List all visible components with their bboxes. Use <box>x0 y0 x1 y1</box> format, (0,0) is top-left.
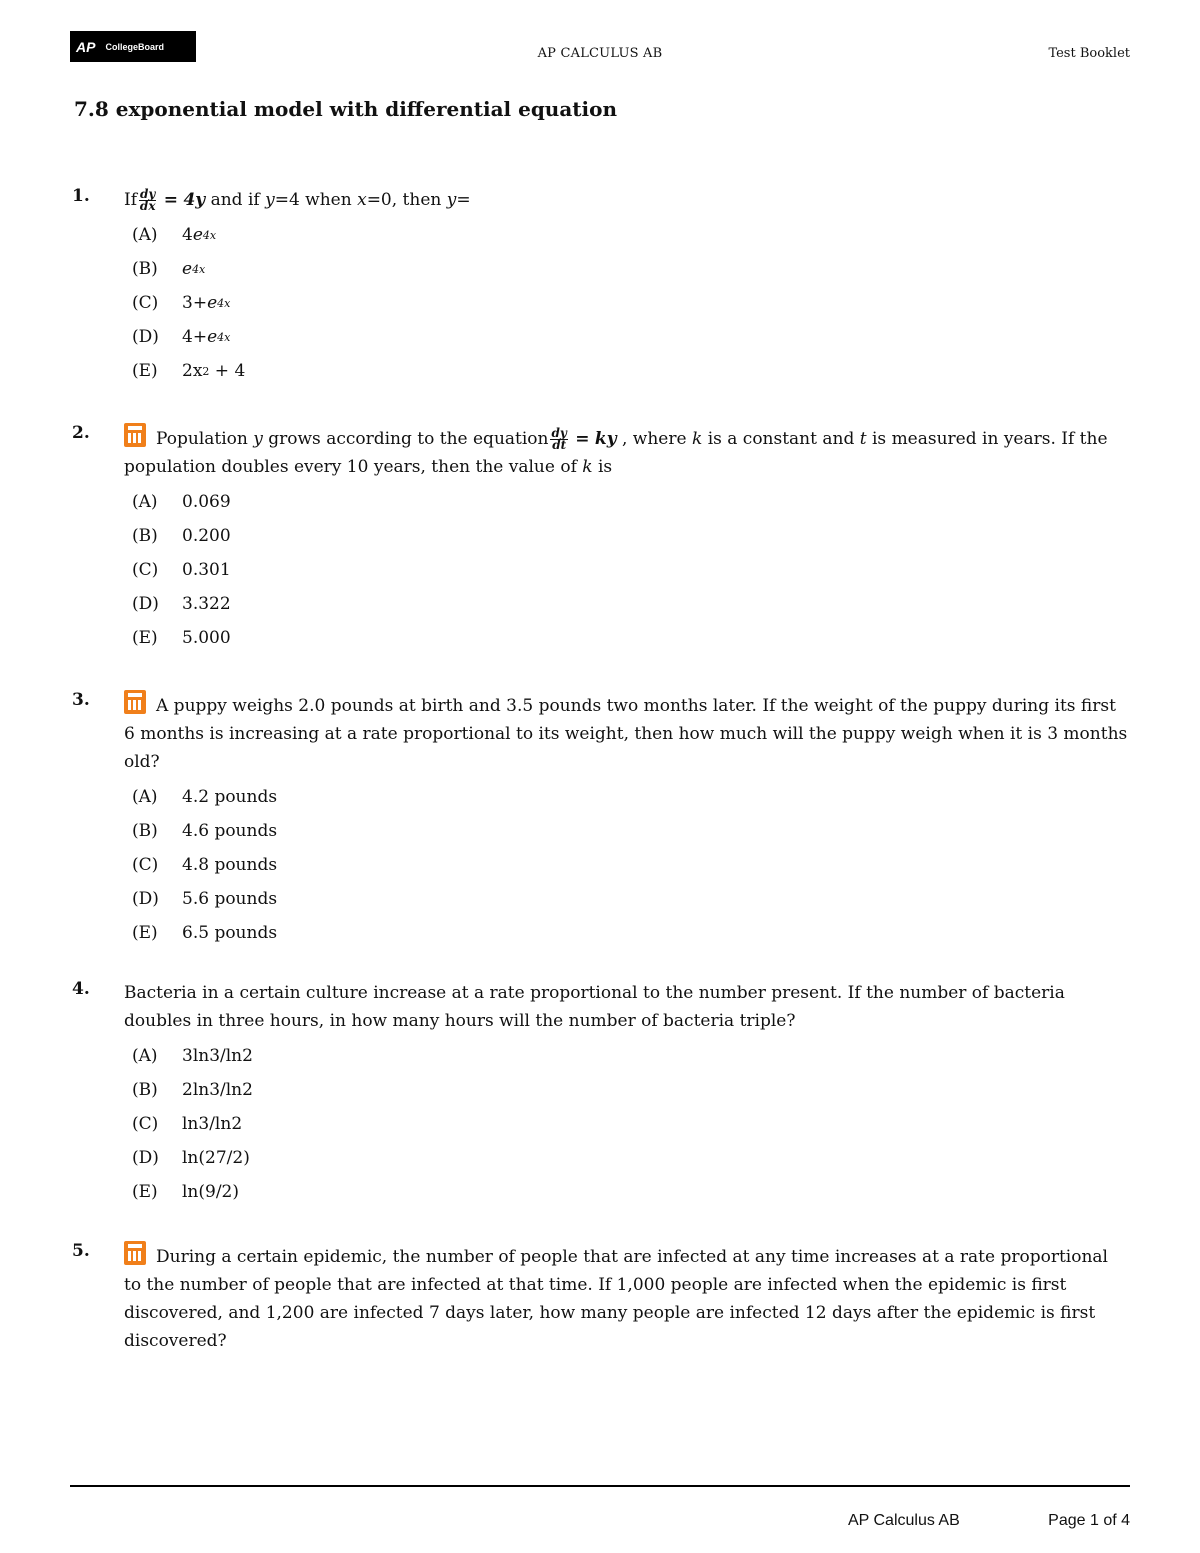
choice-e[interactable] <box>132 354 1130 388</box>
question-text <box>124 690 1130 776</box>
text-run: =0, then <box>366 190 442 210</box>
question-text <box>124 186 1130 214</box>
text-run: and if <box>210 190 260 210</box>
equation-rhs: ky <box>594 429 617 449</box>
text-run: grows according to the equation <box>268 429 549 449</box>
choice-label: (D) <box>132 594 159 614</box>
header-booklet-label: Test Booklet <box>1048 46 1130 61</box>
choice-c[interactable] <box>132 848 1130 882</box>
choice-label: (E) <box>132 1182 158 1202</box>
choice-text: 4.8 pounds <box>182 855 278 875</box>
choice-exponent: 4x <box>217 296 231 310</box>
choice-label: (A) <box>132 1046 158 1066</box>
choice-exponent: 2 <box>202 364 210 378</box>
choice-d[interactable] <box>132 882 1130 916</box>
choice-exponent: 4x <box>202 228 217 242</box>
choice-label: (A) <box>132 225 158 245</box>
choice-a[interactable] <box>132 780 1130 814</box>
question-number: 1. <box>72 186 90 206</box>
text-run: = <box>456 190 471 210</box>
choice-label: (A) <box>132 492 158 512</box>
question-text <box>124 423 1130 481</box>
choice-d[interactable] <box>132 320 1130 354</box>
question-number: 3. <box>72 690 90 710</box>
choice-coef: 3+ <box>182 293 208 313</box>
question-3 <box>70 690 1130 950</box>
logo-ap-text: AP <box>76 38 96 55</box>
choice-coef: 4 <box>182 225 193 245</box>
fraction-denominator: dx <box>139 199 156 213</box>
choice-a[interactable] <box>132 1039 1130 1073</box>
variable-t: t <box>859 429 867 449</box>
fraction-dy-dx <box>139 189 156 212</box>
choice-label: (B) <box>132 821 158 841</box>
equals-sign: = <box>575 429 590 449</box>
choice-text: ln3/ln2 <box>182 1114 243 1134</box>
choice-b[interactable] <box>132 1073 1130 1107</box>
text-run: If <box>124 190 138 210</box>
choice-pre: 2x <box>182 361 203 381</box>
choice-a[interactable] <box>132 218 1130 252</box>
variable-y: y <box>446 190 457 210</box>
variable-x: x <box>357 190 367 210</box>
footer-divider <box>70 1485 1130 1487</box>
choice-text: 0.069 <box>182 492 231 512</box>
choice-text: 2ln3/ln2 <box>182 1080 253 1100</box>
choice-label: (C) <box>132 293 159 313</box>
choice-coef: 4+ <box>182 327 208 347</box>
choice-b[interactable] <box>132 814 1130 848</box>
choice-base: e <box>192 225 203 245</box>
choice-e[interactable] <box>132 621 1130 655</box>
choice-label: (D) <box>132 889 159 909</box>
choice-text: 3.322 <box>182 594 231 614</box>
choice-c[interactable] <box>132 286 1130 320</box>
question-number: 2. <box>72 423 90 443</box>
choice-b[interactable] <box>132 519 1130 553</box>
choice-label: (E) <box>132 628 158 648</box>
choice-base: e <box>182 259 193 279</box>
text-run: is a constant and <box>707 429 855 449</box>
choice-text: 3ln3/ln2 <box>182 1046 253 1066</box>
choice-exponent: 4x <box>217 330 231 344</box>
choice-label: (B) <box>132 1080 158 1100</box>
choice-label: (E) <box>132 361 158 381</box>
choice-b[interactable] <box>132 252 1130 286</box>
question-number: 5. <box>72 1241 90 1261</box>
text-run: A puppy weighs 2.0 pounds at birth and 3.5 pounds two months later. If the weight of the puppy during its first 6 months is increasing at a rate proportional to its weight, then how much will the puppy weigh when it is 3 months old? <box>124 696 1128 772</box>
variable-y: y <box>253 429 263 449</box>
choice-d[interactable] <box>132 587 1130 621</box>
choice-text: ln(9/2) <box>182 1182 240 1202</box>
choice-text: 0.200 <box>182 526 231 546</box>
choice-label: (B) <box>132 526 158 546</box>
choice-text: 5.6 pounds <box>182 889 278 909</box>
choice-e[interactable] <box>132 916 1130 950</box>
question-5 <box>70 1241 1130 1355</box>
answer-choices <box>132 1039 1130 1209</box>
variable-k: k <box>691 429 703 449</box>
choice-label: (C) <box>132 1114 159 1134</box>
choice-e[interactable] <box>132 1175 1130 1209</box>
text-run: is <box>597 457 613 477</box>
question-4 <box>70 979 1130 1209</box>
choice-label: (B) <box>132 259 158 279</box>
choice-label: (C) <box>132 560 159 580</box>
equation-rhs: 4y <box>183 190 206 210</box>
choice-label: (E) <box>132 923 158 943</box>
answer-choices <box>132 780 1130 950</box>
choice-base: e <box>207 327 218 347</box>
fraction-dy-dt <box>550 428 567 451</box>
page-title: 7.8 exponential model with differential equation <box>74 97 618 121</box>
variable-y: y <box>265 190 275 210</box>
logo-collegeboard-text: CollegeBoard <box>105 41 164 52</box>
choice-post: + 4 <box>209 361 246 381</box>
footer-page-number: Page 1 of 4 <box>1048 1512 1130 1529</box>
variable-k: k <box>582 457 593 477</box>
choice-exponent: 4x <box>192 262 206 276</box>
header-course-title: AP CALCULUS AB <box>537 46 663 61</box>
text-run: During a certain epidemic, the number of people that are infected at any time increases at a rate proportional to the number of people that are infected at that time. If 1,000 people are infected when the epidemic is first discovered, and 1,200 are infected 7 days later, how many people are infected 12 days after the epidemic is first discovered? <box>124 1247 1108 1351</box>
calculator-icon <box>124 1241 146 1265</box>
choice-text: 5.000 <box>182 628 231 648</box>
text-run: , where <box>622 429 687 449</box>
equals-sign: = <box>163 190 179 210</box>
fraction-numerator: dy <box>140 187 156 201</box>
text-run: Population <box>156 429 248 449</box>
choice-base: e <box>207 293 218 313</box>
text-run: =4 when <box>274 190 352 210</box>
calculator-icon <box>124 423 146 447</box>
choice-text: 0.301 <box>182 560 231 580</box>
choice-label: (A) <box>132 787 158 807</box>
choice-text: 4.2 pounds <box>182 787 278 807</box>
text-run: is measured in years. If the population doubles every 10 years, then the value of <box>124 429 1108 477</box>
question-text <box>124 1241 1130 1355</box>
fraction-numerator: dy <box>551 426 567 440</box>
answer-choices <box>132 485 1130 655</box>
choice-text: 4.6 pounds <box>182 821 278 841</box>
choice-d[interactable] <box>132 1141 1130 1175</box>
fraction-denominator: dt <box>552 438 567 452</box>
choice-a[interactable] <box>132 485 1130 519</box>
question-text: Bacteria in a certain culture increase at a rate proportional to the number present. If the number of bacteria doubles in three hours, in how many hours will the number of bacteria triple? <box>124 983 1065 1031</box>
question-number: 4. <box>72 979 90 999</box>
choice-label: (D) <box>132 1148 159 1168</box>
choice-c[interactable] <box>132 1107 1130 1141</box>
question-2 <box>70 423 1130 655</box>
footer-course: AP Calculus AB <box>848 1512 960 1529</box>
calculator-icon <box>124 690 146 714</box>
choice-text: 6.5 pounds <box>182 923 278 943</box>
choice-label: (C) <box>132 855 159 875</box>
choice-c[interactable] <box>132 553 1130 587</box>
question-1 <box>70 186 1130 388</box>
choice-text: ln(27/2) <box>182 1148 250 1168</box>
answer-choices <box>132 218 1130 388</box>
choice-label: (D) <box>132 327 159 347</box>
